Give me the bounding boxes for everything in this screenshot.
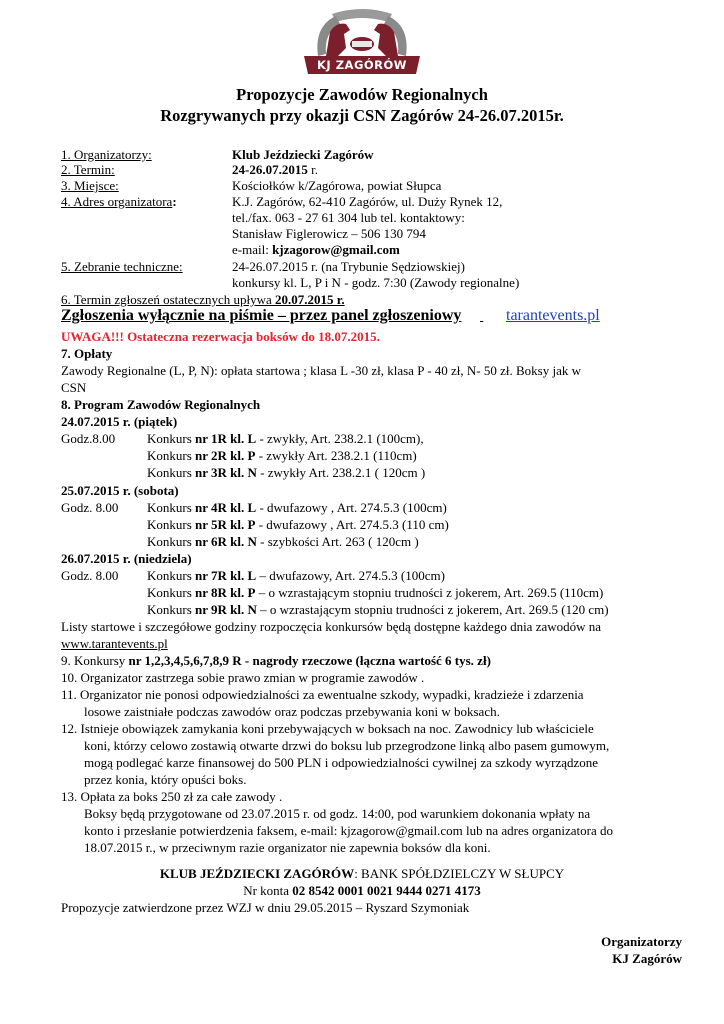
title-line-2: Rozgrywanych przy okazji CSN Zagórów 24-26.07.2015r. <box>160 106 564 125</box>
fees-line-2: CSN <box>61 380 87 395</box>
start-lists-text: Listy startowe i szczegółowe godziny rozpoczęcia konkursów będą dostępne każdego dnia zawodów na <box>61 619 602 634</box>
fees-line-1: Zawody Regionalne (L, P, N): opłata startowa ; klasa L -30 zł, klasa P - 40 zł, N- 50 zł. Boksy jak w <box>61 363 582 378</box>
rule-9: 9. Konkursy nr 1,2,3,4,5,6,7,8,9 R - nagrody rzeczowe (łączna wartość 6 tys. zł) <box>61 653 491 668</box>
day1-heading: 24.07.2015 r. (piątek) <box>61 414 178 429</box>
organizer-label: 1. Organizatorzy: <box>61 147 152 162</box>
day2-heading: 25.07.2015 r. (sobota) <box>61 483 179 498</box>
rule-10: 10. Organizator zastrzega sobie prawo zmian w programie zawodów . <box>61 670 425 685</box>
signature-club: KJ Zagórów <box>612 951 682 966</box>
place-label: 3. Miejsce: <box>61 178 119 193</box>
address-line-2: tel./fax. 063 - 27 61 304 lub tel. kontaktowy: <box>232 210 465 225</box>
rule-12-line-3: mogą podlegać karze finansowej do 500 PLN i odpowiedzialności cywilnej za szkody wyrządzone <box>84 755 599 770</box>
deadline-line: 6. Termin zgłoszeń ostatecznych upływa 20.07.2015 r. <box>61 292 345 307</box>
program-heading: 8. Program Zawodów Regionalnych <box>61 397 261 412</box>
organizer-value: Klub Jeździecki Zagórów <box>232 147 374 162</box>
approval-line: Propozycje zatwierdzone przez WZJ w dniu 29.05.2015 – Ryszard Szymoniak <box>61 900 470 915</box>
address-label: 4. Adres organizatora: <box>61 194 177 209</box>
rule-12-line-4: przez konia, który opuści boks. <box>84 772 247 787</box>
rule-13-line-2: Boksy będą przygotowane od 23.07.2015 r. od godz. 14:00, pod warunkiem dokonania wpłaty na <box>84 806 591 821</box>
entries-link[interactable]: tarantevents.pl <box>506 307 600 324</box>
day3-time: Godz. 8.00 <box>61 568 119 583</box>
entries-underline-gap <box>480 307 506 324</box>
account-line: Nr konta 02 8542 0001 0021 9444 0271 4173 <box>243 883 481 898</box>
competition-7r: Konkurs nr 7R kl. L – dwufazowy, Art. 274.5.3 (100cm) <box>147 568 445 583</box>
competition-2r: Konkurs nr 2R kl. P - zwykły Art. 238.2.1 (110cm) <box>147 448 417 463</box>
day1-time: Godz.8.00 <box>61 431 116 446</box>
competition-3r: Konkurs nr 3R kl. N - zwykły Art. 238.2.1 ( 120cm ) <box>147 465 426 480</box>
club-logo <box>288 8 436 76</box>
start-lists-link[interactable]: www.tarantevents.pl <box>61 636 168 651</box>
logo-text: KJ ZAGÓRÓW <box>317 58 407 72</box>
meeting-label: 5. Zebranie techniczne: <box>61 259 183 274</box>
warning-text: UWAGA!!! Ostateczna rezerwacja boksów do 18.07.2015. <box>61 329 380 344</box>
rule-11-line-2: losowe zaistniałe podczas zawodów oraz podczas przebywania koni w boksach. <box>84 704 500 719</box>
competition-1r: Konkurs nr 1R kl. L - zwykły, Art. 238.2.1 (100cm), <box>147 431 424 446</box>
date-value: 24-26.07.2015 r. <box>232 162 318 177</box>
competition-8r: Konkurs nr 8R kl. P – o wzrastającym stopniu trudności z jokerem, Art. 269.5 (110cm) <box>147 585 604 600</box>
date-label: 2. Termin: <box>61 162 115 177</box>
entries-notice: Zgłoszenia wyłącznie na piśmie – przez panel zgłoszeniowy <box>61 307 462 324</box>
competition-9r: Konkurs nr 9R kl. N – o wzrastającym stopniu trudności z jokerem, Art. 269.5 (120 cm) <box>147 602 609 617</box>
meeting-line-1: 24-26.07.2015 r. (na Trybunie Sędziowskiej) <box>232 259 465 274</box>
title-line-1: Propozycje Zawodów Regionalnych <box>236 85 488 104</box>
day2-time: Godz. 8.00 <box>61 500 119 515</box>
rule-13-line-1: 13. Opłata za boks 250 zł za całe zawody . <box>61 789 283 804</box>
email-line: e-mail: kjzagorow@gmail.com <box>232 242 400 257</box>
address-line-1: K.J. Zagórów, 62-410 Zagórów, ul. Duży Rynek 12, <box>232 194 503 209</box>
rule-13-line-3: konto i przesłanie potwierdzenia faksem, e-mail: kjzagorow@gmail.com lub na adres organizatora do <box>84 823 614 838</box>
rule-12-line-2: koni, którzy celowo zostawią otwarte drzwi do boksu lub przegrodzone linką albo pasem gumowym, <box>84 738 610 753</box>
bank-line: KLUB JEŹDZIECKI ZAGÓRÓW: BANK SPÓŁDZIELCZY W SŁUPCY <box>159 866 565 881</box>
rule-11-line-1: 11. Organizator nie ponosi odpowiedzialności za ewentualne szkody, wypadki, kradzieże i zdarzenia <box>61 687 584 702</box>
rule-12-line-1: 12. Istnieje obowiązek zamykania koni przebywających w boksach na noc. Zawodnicy lub właściciele <box>61 721 594 736</box>
meeting-line-2: konkursy kl. L, P i N - godz. 7:30 (Zawody regionalne) <box>232 275 520 290</box>
competition-4r: Konkurs nr 4R kl. L - dwufazowy , Art. 274.5.3 (100cm) <box>147 500 447 515</box>
signature-organizers: Organizatorzy <box>601 934 682 949</box>
place-value: Kościołków k/Zagórowa, powiat Słupca <box>232 178 442 193</box>
fees-heading: 7. Opłaty <box>61 346 113 361</box>
day3-heading: 26.07.2015 r. (niedziela) <box>61 551 192 566</box>
address-line-3: Stanisław Figlerowicz – 506 130 794 <box>232 226 426 241</box>
competition-5r: Konkurs nr 5R kl. P - dwufazowy , Art. 274.5.3 (110 cm) <box>147 517 449 532</box>
competition-6r: Konkurs nr 6R kl. N - szybkości Art. 263 ( 120cm ) <box>147 534 419 549</box>
rule-13-line-4: 18.07.2015 r., w przeciwnym razie organizator nie zapewnia boksów dla koni. <box>84 840 491 855</box>
